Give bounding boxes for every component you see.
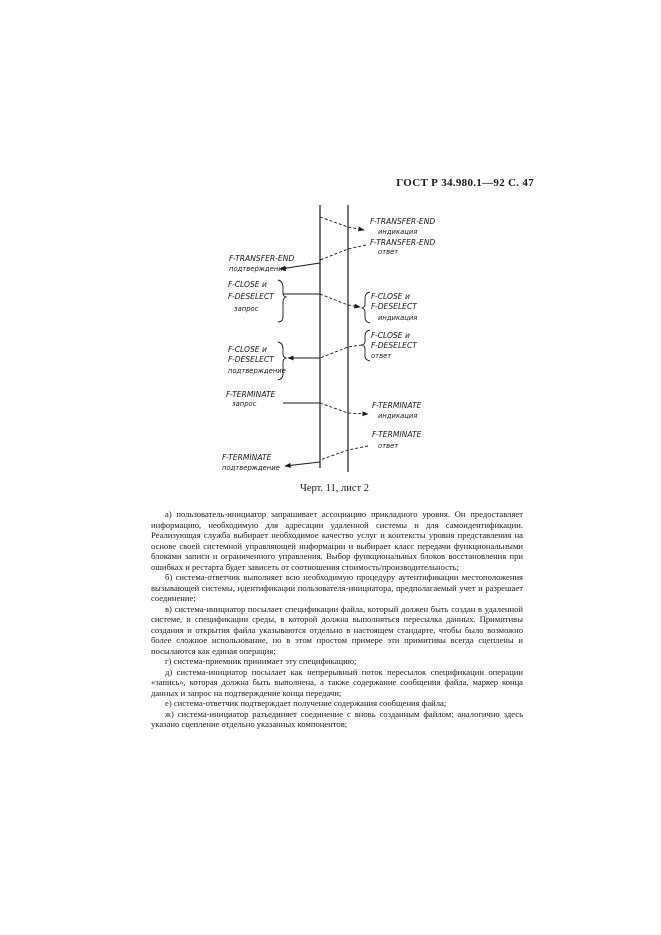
arrow-close-indication (320, 294, 360, 307)
label-terminate-ind-name: F-TERMINATE (372, 401, 422, 410)
brace-close-request (278, 280, 286, 322)
label-terminate-resp-type: ответ (378, 442, 399, 450)
label-terminate-req-type: запрос (232, 400, 257, 408)
paragraph-b: б) система-ответчик выполняет всю необходимую процедуру аутентификации местоположения вызывающей системы, идентификации пользователя-инициатора, предполагаемый учет и разрешает соединение; (151, 572, 523, 603)
label-close-ind-line2: F-DESELECT (371, 302, 417, 311)
arrow-transfer-end-indication (320, 217, 364, 230)
label-close-resp-type: ответ (371, 352, 392, 360)
label-close-resp-line1: F-CLOSE и (371, 331, 410, 340)
brace-close-indication (362, 292, 370, 323)
label-close-resp-line2: F-DESELECT (371, 341, 417, 350)
brace-close-response (362, 330, 370, 361)
label-transfer-end-resp-name: F-TRANSFER-END (370, 238, 436, 247)
paragraph-d: д) система-инициатор посылает как непрерывный поток пересылок спецификации операции «запись», которая должна быть выполнена, а также содержание сообщения файла, маркер конца данных и запрос на подтверждение конца передачи; (151, 666, 523, 698)
arrow-terminate-response (320, 446, 368, 460)
label-close-conf-line1: F-CLOSE и (228, 345, 267, 354)
arrow-terminate-confirm (285, 462, 320, 466)
label-close-ind-line1: F-CLOSE и (371, 292, 410, 301)
label-transfer-end-conf-type: подтверждение (229, 265, 287, 273)
label-close-req-line2: F-DESELECT (228, 292, 274, 301)
arrow-close-response (320, 345, 362, 358)
paragraph-a: а) пользователь-инициатор запрашивает ассоциацию прикладного уровня. Он предоставляет информацию, необходимую для адресации удаленной системы и для самоидентификации. Реализующая служба выбирает необходимое качество услуг и контексты уровня представления на основе своей системной управляющей информации и выбирает класс передачи функциональными блоками записи и ограниченного управления. Выбор функциональных блоков восстановления при ошибках и рестарта будет зависеть от соотношения стоимость/производительность; (151, 509, 523, 572)
label-terminate-ind-type: индикация (378, 412, 418, 420)
label-terminate-conf-type: подтверждение (222, 464, 280, 472)
label-transfer-end-ind-name: F-TRANSFER-END (370, 217, 436, 226)
label-close-ind-type: индикация (378, 314, 418, 322)
paragraph-e: е) система-ответчик подтверждает получение содержания сообщения файла; (165, 698, 447, 708)
arrow-terminate-indication (320, 403, 368, 414)
label-transfer-end-conf-name: F-TRANSFER-END (229, 254, 295, 263)
label-close-conf-line2: F-DESELECT (228, 355, 274, 364)
label-transfer-end-resp-type: ответ (378, 248, 399, 256)
label-terminate-req-name: F-TERMINATE (226, 390, 276, 399)
paragraph-g: г) система-приемник принимает эту спецификацию; (165, 656, 357, 666)
paragraph-zh: ж) система-инициатор разъединяет соединение с вновь созданным файлом; аналогично здесь указано сцепление отдельно указанных компонентов; (151, 708, 523, 729)
label-transfer-end-ind-type: индикация (378, 228, 418, 236)
figure-caption: Черт. 11, лист 2 (300, 483, 369, 494)
label-close-req-type: запрос (234, 305, 259, 313)
body-text (151, 509, 523, 730)
label-terminate-conf-name: F-TERMINATE (222, 453, 272, 462)
arrow-transfer-end-response (320, 245, 366, 260)
label-close-conf-type: подтверждение (228, 367, 286, 375)
label-close-req-line1: F-CLOSE и (228, 280, 267, 289)
paragraph-v: в) система-инициатор посылает спецификации файла, который должен быть создан в удаленной системе, и спецификации среды, в которой должна выполняться пересылка данных. Примитивы создания и открытия файла указываются отдельно в настоящем стандарте, чтобы было возможно более сложное использование, но в этом простом примере эти примитивы всегда сцеплены и посылаются как единая операция; (151, 603, 523, 656)
label-terminate-resp-name: F-TERMINATE (372, 430, 422, 439)
page-header: ГОСТ Р 34.980.1—92 С. 47 (396, 177, 534, 189)
